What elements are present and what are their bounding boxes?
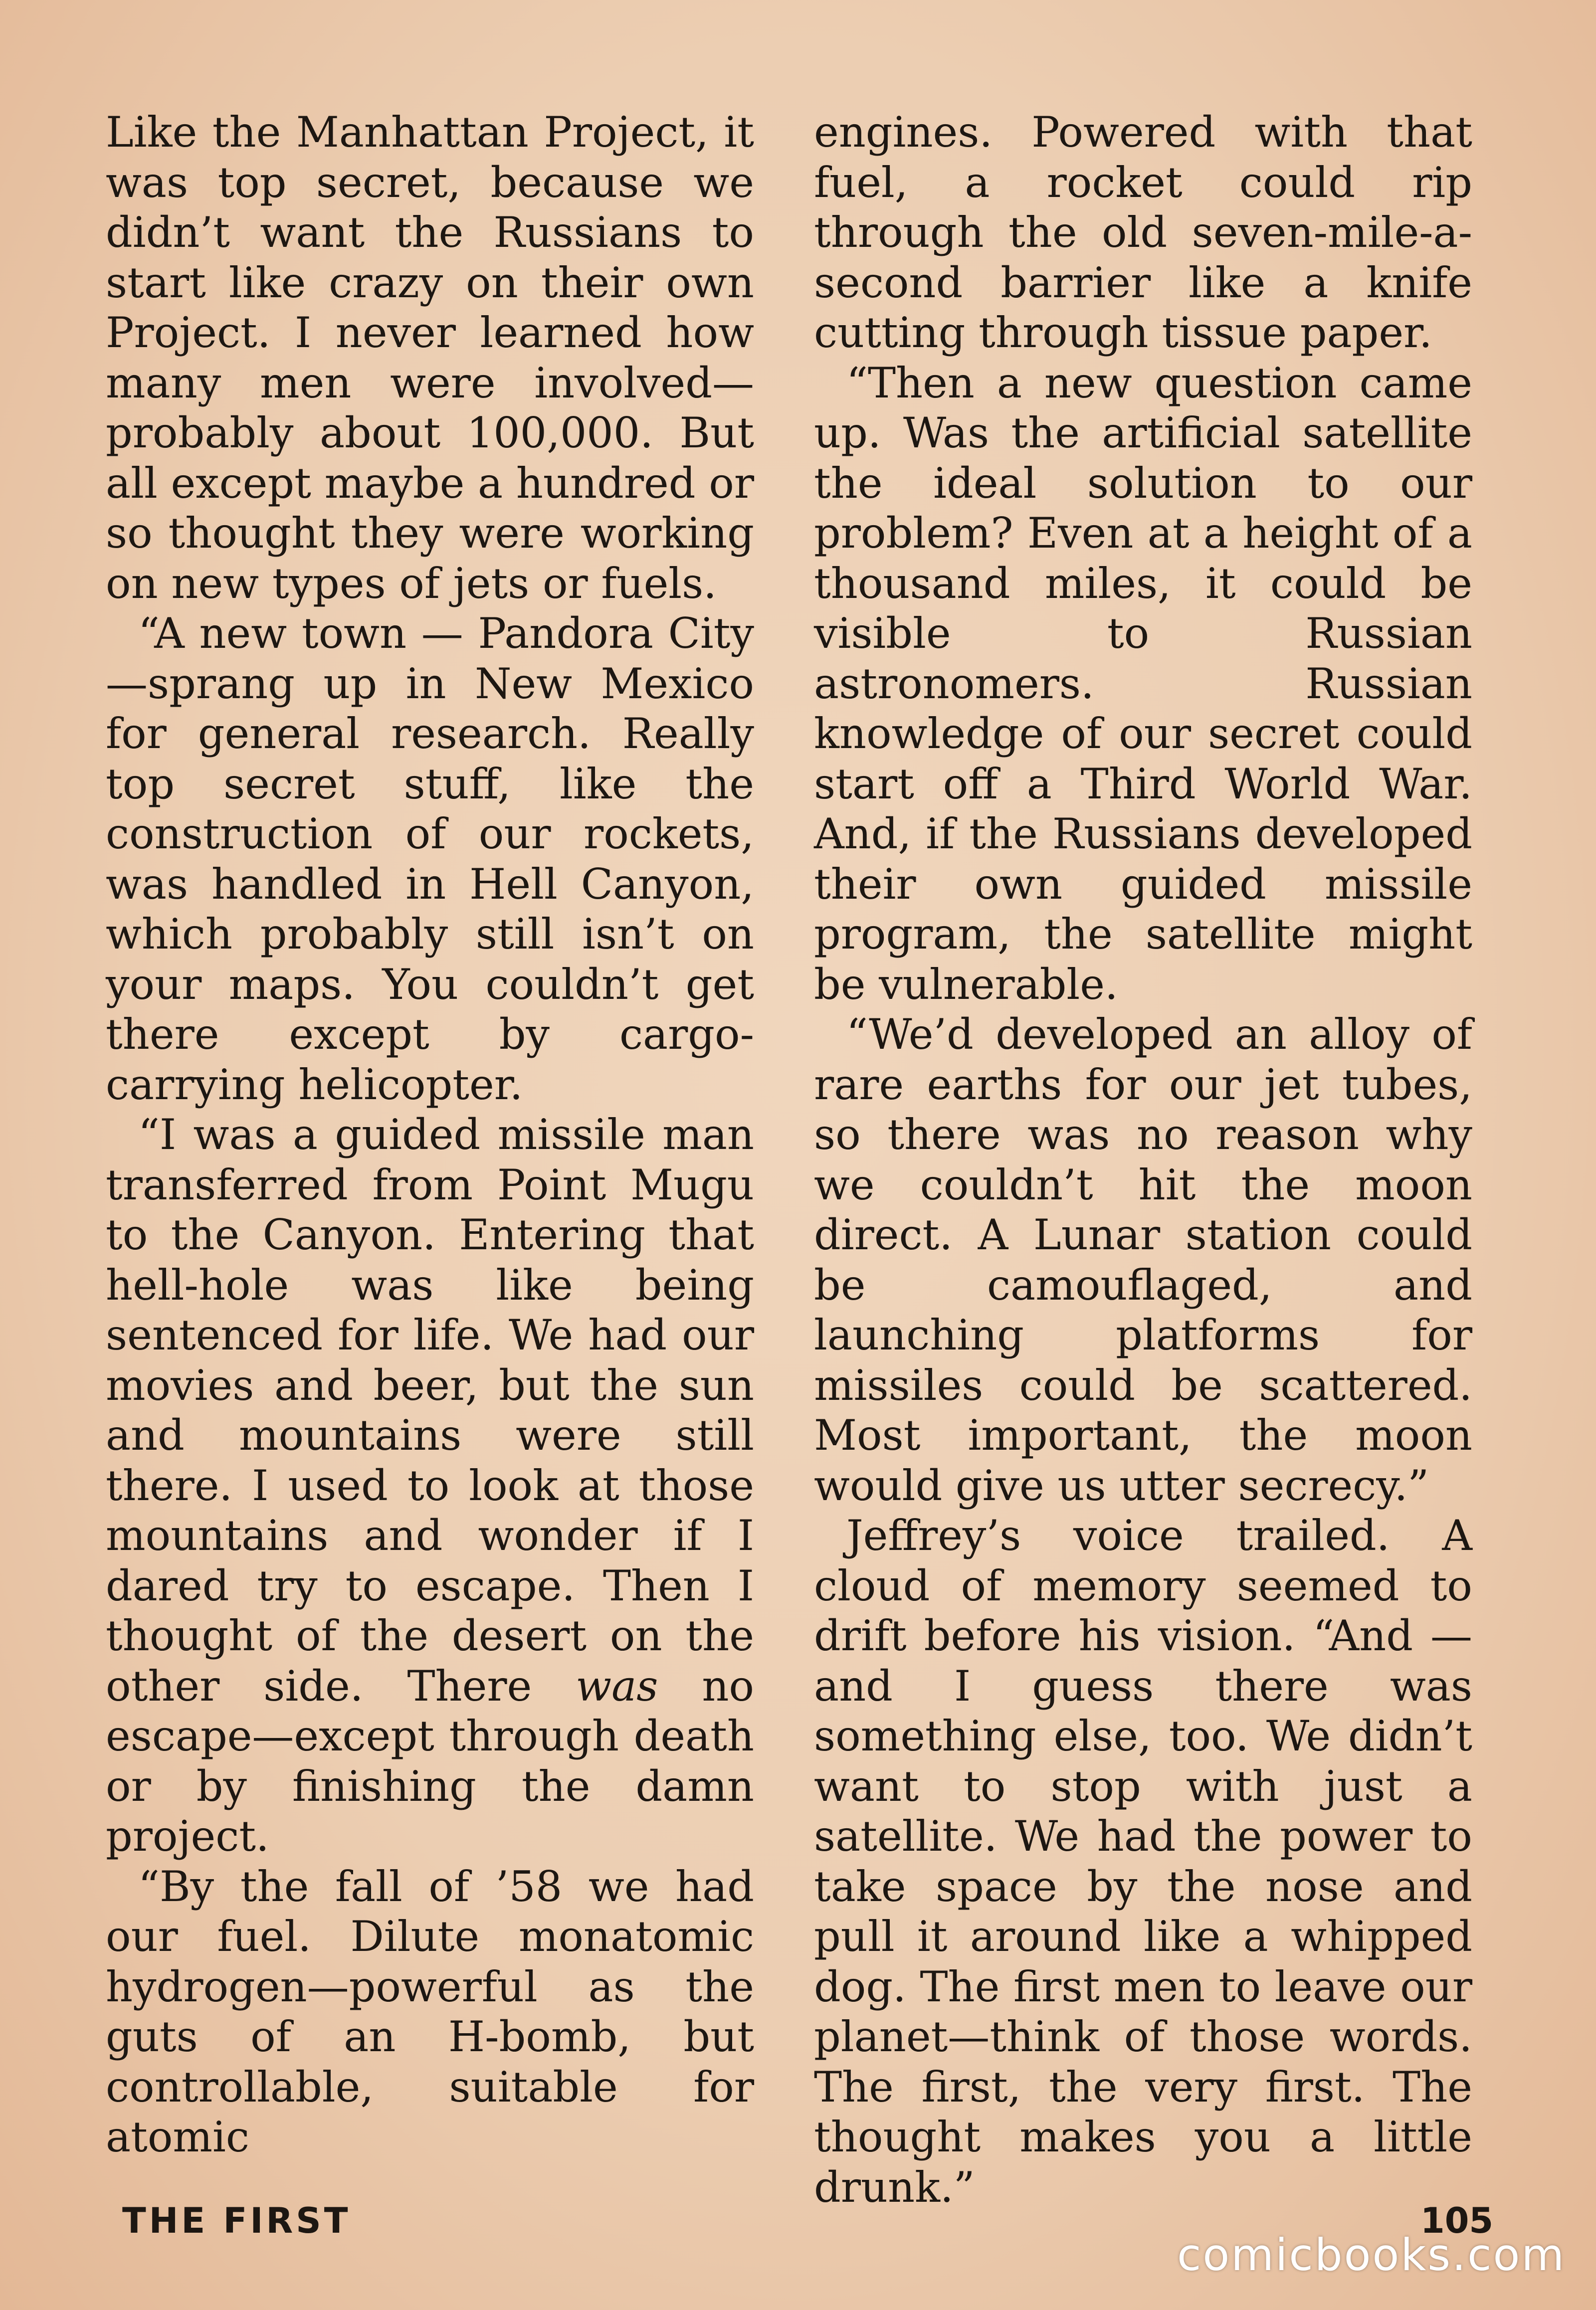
running-title: THE FIRST	[122, 2200, 351, 2241]
paragraph: engines. Powered with that fuel, a rocket could rip through the old seven-mile-a-second barrier like a knife cutting through tissue paper.	[814, 108, 1472, 357]
paragraph: “Then a new question came up. Was the artificial satellite the ideal solution to our problem? Even at a height of a thousand miles, it could be visible to Russian astronomers. Russian knowledge of our secret could start off a Third World War. And, if the Russians developed their own guided missile program, the satellite might be vulnerable.	[814, 358, 1472, 1009]
paragraph-text: no escape—except through death or by finishing the damn project.	[106, 1661, 755, 1861]
paragraph: Like the Manhattan Project, it was top secret, because we didn’t want the Russians to start like crazy on their own Project. I never learned how many men were involved—probably about 100,000. But all except maybe a hundred or so thought they were working on new types of jets or fuels.	[106, 108, 754, 608]
paragraph-text: “I was a guided missile man transferred from Point Mugu to the Canyon. Entering that hell-hole was like being sentenced for life. We had our movies and beer, but the sun and mountains were still there. I used to look at those mountains and wonder if I dared try to escape. Then I thought of the desert on the other side. There	[106, 1110, 754, 1711]
paragraph: “We’d developed an alloy of rare earths for our jet tubes, so there was no reason why we couldn’t hit the moon direct. A Lunar station could be camouflaged, and launching platforms for missiles could be scattered. Most important, the moon would give us utter secrecy.”	[814, 1010, 1472, 1510]
paragraph: “A new town — Pandora City—sprang up in New Mexico for general research. Really top secret stuff, like the construction of our rockets, was handled in Hell Canyon, which probably still isn’t on your maps. You couldn’t get there except by cargo-carrying helicopter.	[106, 609, 754, 1109]
paragraph: Jeffrey’s voice trailed. A cloud of memory seemed to drift before his vision. “And —and I guess there was something else, too. We didn’t want to stop with just a satellite. We had the power to take space by the nose and pull it around like a whipped dog. The first men to leave our planet—think of those words. The first, the very first. The thought makes you a little drunk.”	[814, 1511, 1472, 2212]
emphasis-text: was	[576, 1661, 658, 1711]
page-number: 105	[1420, 2200, 1494, 2241]
watermark: comicbooks.com	[1177, 2229, 1566, 2281]
right-column	[814, 107, 1472, 2212]
left-column	[106, 107, 754, 2162]
paragraph	[106, 1110, 754, 1862]
paragraph: “By the fall of ’58 we had our fuel. Dilute monatomic hydrogen—powerful as the guts of an H-bomb, but controllable, suitable for atomic	[106, 1862, 754, 2161]
